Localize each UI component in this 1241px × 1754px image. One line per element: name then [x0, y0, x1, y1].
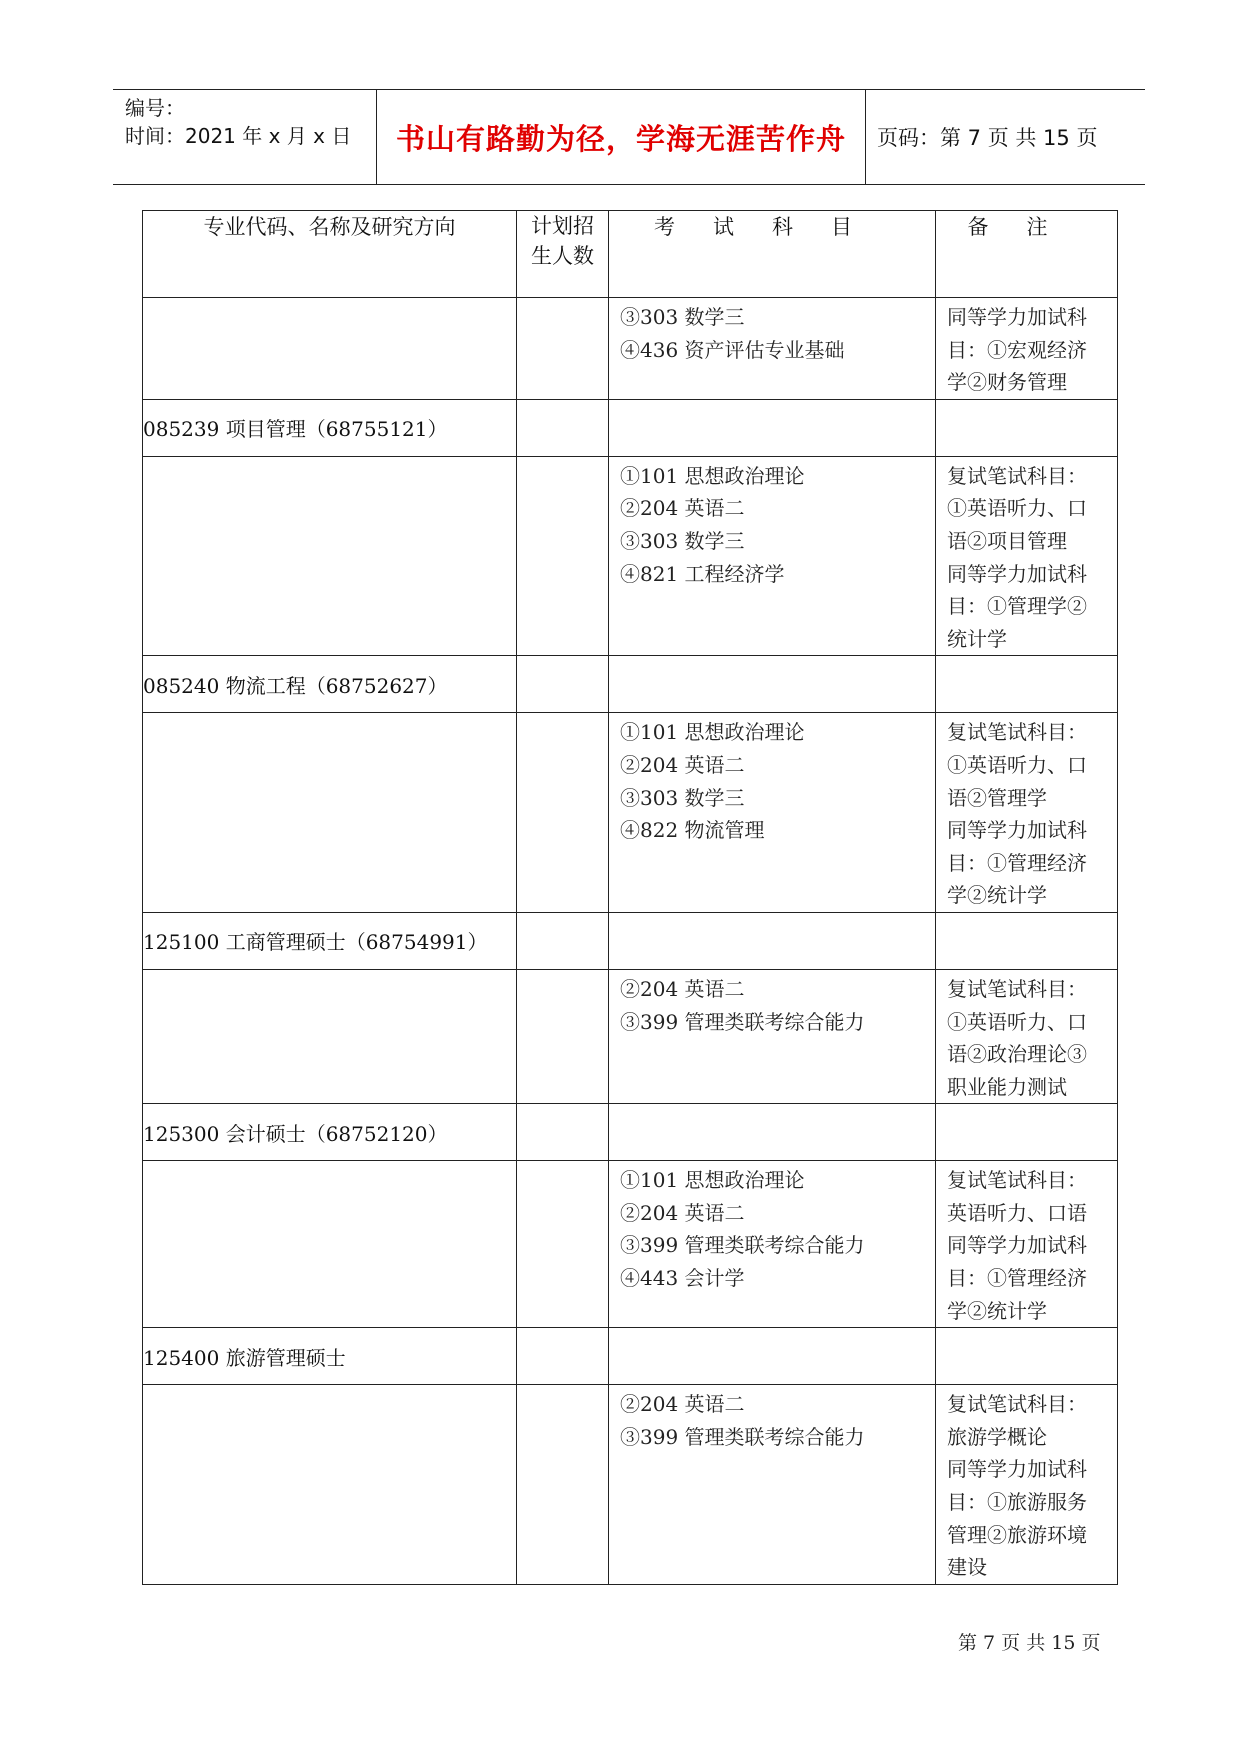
- note-line: 旅游学概论: [947, 1424, 1047, 1449]
- notes-cell: [936, 1385, 1118, 1585]
- program-name: 085239 项目管理（68755121）: [143, 399, 517, 456]
- empty-cell: [143, 969, 517, 1103]
- note-line: 同等学力加试科: [947, 561, 1087, 586]
- subject-item: ②204 英语二: [620, 1392, 745, 1417]
- subject-item: ①101 思想政治理论: [620, 1168, 805, 1193]
- subjects-cell: [609, 969, 936, 1103]
- header-subjects: 考试科目: [609, 211, 936, 298]
- notes-text: [936, 713, 1117, 912]
- subject-item: ①101 思想政治理论: [620, 720, 805, 745]
- empty-cell: [517, 1328, 609, 1385]
- note-line: 复试笔试科目：: [947, 976, 1087, 1001]
- program-row: [143, 1104, 1118, 1161]
- note-line: ①英语听力、口: [947, 752, 1087, 777]
- program-name: 085240 物流工程（68752627）: [143, 656, 517, 713]
- program-name: 125100 工商管理硕士（68754991）: [143, 912, 517, 969]
- note-line: 目：①旅游服务: [947, 1490, 1087, 1515]
- note-line: ①英语听力、口: [947, 1009, 1087, 1034]
- empty-cell: [517, 298, 609, 400]
- empty-cell: [517, 912, 609, 969]
- empty-cell: [609, 1104, 936, 1161]
- note-line: 复试笔试科目：: [947, 1392, 1087, 1417]
- table-header-row: [143, 211, 1118, 298]
- note-line: 学②统计学: [947, 883, 1047, 908]
- header-plan-line1: 计划招: [531, 214, 594, 238]
- note-line: 复试笔试科目：: [947, 463, 1087, 488]
- subjects-cell: [609, 456, 936, 656]
- empty-cell: [609, 656, 936, 713]
- page-footer: 第 7 页 共 15 页: [958, 1632, 1101, 1654]
- note-line: 同等学力加试科: [947, 818, 1087, 843]
- note-line: 同等学力加试科: [947, 1233, 1087, 1258]
- subject-item: ③399 管理类联考综合能力: [620, 1009, 865, 1034]
- notes-cell: [936, 713, 1118, 913]
- document-date: 时间：2021 年 x 月 x 日: [125, 124, 352, 148]
- subject-item: ②204 英语二: [620, 752, 745, 777]
- detail-row: [143, 1385, 1118, 1585]
- note-line: 目：①管理学②: [947, 594, 1087, 619]
- header-plan: [517, 211, 609, 298]
- notes-text: [936, 970, 1117, 1103]
- detail-row: [143, 1161, 1118, 1328]
- header-plan-line2: 生人数: [531, 244, 594, 268]
- note-line: 管理②旅游环境: [947, 1522, 1087, 1547]
- empty-cell: [143, 713, 517, 913]
- program-row: [143, 912, 1118, 969]
- header-meta: [113, 90, 376, 184]
- note-line: 目：①管理经济: [947, 850, 1087, 875]
- subjects-cell: [609, 298, 936, 400]
- empty-cell: [517, 1104, 609, 1161]
- empty-cell: [936, 912, 1118, 969]
- empty-cell: [936, 656, 1118, 713]
- note-line: 学②统计学: [947, 1298, 1047, 1323]
- document-number: 编号：: [125, 96, 185, 120]
- notes-text: [936, 457, 1117, 656]
- empty-cell: [517, 969, 609, 1103]
- header-major: 专业代码、名称及研究方向: [143, 211, 517, 298]
- subjects-list: [609, 298, 935, 366]
- empty-cell: [609, 1328, 936, 1385]
- header-motto: 书山有路勤为径，学海无涯苦作舟: [395, 121, 846, 156]
- subjects-list: [609, 457, 935, 590]
- empty-cell: [517, 713, 609, 913]
- notes-cell: [936, 298, 1118, 400]
- notes-cell: [936, 1161, 1118, 1328]
- note-line: 同等学力加试科: [947, 305, 1087, 329]
- note-line: 语②项目管理: [947, 528, 1067, 553]
- subjects-cell: [609, 1161, 936, 1328]
- detail-row: [143, 713, 1118, 913]
- empty-cell: [143, 1161, 517, 1328]
- empty-cell: [143, 1385, 517, 1585]
- subject-item: ④821 工程经济学: [620, 561, 785, 586]
- subject-item: ③303 数学三: [620, 528, 745, 553]
- subjects-list: [609, 713, 935, 846]
- header-notes: 备注: [936, 211, 1118, 298]
- program-name: 125400 旅游管理硕士: [143, 1328, 517, 1385]
- subjects-list: [609, 970, 935, 1038]
- subject-item: ③303 数学三: [620, 785, 745, 810]
- subject-item: ④443 会计学: [620, 1266, 745, 1291]
- subject-item: ④436 资产评估专业基础: [620, 337, 845, 362]
- program-row: [143, 1328, 1118, 1385]
- header-page-cell: [865, 90, 1145, 184]
- subjects-cell: [609, 1385, 936, 1585]
- notes-cell: [936, 969, 1118, 1103]
- header-page-number: 页码：第 7 页 共 15 页: [877, 126, 1098, 150]
- subject-item: ①101 思想政治理论: [620, 463, 805, 488]
- detail-row: [143, 456, 1118, 656]
- detail-row: [143, 298, 1118, 400]
- note-line: 复试笔试科目：: [947, 720, 1087, 745]
- note-line: 语②政治理论③: [947, 1042, 1087, 1067]
- subjects-list: [609, 1385, 935, 1453]
- subject-item: ②204 英语二: [620, 496, 745, 521]
- empty-cell: [517, 1161, 609, 1328]
- notes-cell: [936, 456, 1118, 656]
- subject-item: ③399 管理类联考综合能力: [620, 1424, 865, 1449]
- note-line: 复试笔试科目：: [947, 1168, 1087, 1193]
- table-body: [143, 298, 1118, 1585]
- note-line: 同等学力加试科: [947, 1457, 1087, 1482]
- empty-cell: [609, 399, 936, 456]
- notes-text: [936, 298, 1117, 399]
- page-header: [113, 89, 1145, 185]
- note-line: 目：①宏观经济: [947, 337, 1087, 362]
- detail-row: [143, 969, 1118, 1103]
- note-line: 语②管理学: [947, 785, 1047, 810]
- subjects-cell: [609, 713, 936, 913]
- empty-cell: [936, 1104, 1118, 1161]
- note-line: 统计学: [947, 626, 1007, 651]
- header-motto-cell: [376, 90, 866, 184]
- program-name: 125300 会计硕士（68752120）: [143, 1104, 517, 1161]
- note-line: 学②财务管理: [947, 370, 1067, 395]
- empty-cell: [609, 912, 936, 969]
- notes-text: [936, 1385, 1117, 1584]
- notes-text: [936, 1161, 1117, 1327]
- subject-item: ②204 英语二: [620, 976, 745, 1001]
- empty-cell: [517, 656, 609, 713]
- subject-item: ②204 英语二: [620, 1200, 745, 1225]
- program-row: [143, 656, 1118, 713]
- note-line: 英语听力、口语: [947, 1200, 1087, 1225]
- admission-table: [142, 210, 1118, 1585]
- empty-cell: [517, 1385, 609, 1585]
- note-line: ①英语听力、口: [947, 496, 1087, 521]
- note-line: 建设: [947, 1555, 987, 1580]
- empty-cell: [936, 1328, 1118, 1385]
- subjects-list: [609, 1161, 935, 1294]
- subject-item: ④822 物流管理: [620, 818, 765, 843]
- empty-cell: [517, 399, 609, 456]
- empty-cell: [936, 399, 1118, 456]
- note-line: 目：①管理经济: [947, 1266, 1087, 1291]
- empty-cell: [517, 456, 609, 656]
- subject-item: ③303 数学三: [620, 305, 745, 329]
- program-row: [143, 399, 1118, 456]
- empty-cell: [143, 456, 517, 656]
- note-line: 职业能力测试: [947, 1074, 1067, 1099]
- empty-cell: [143, 298, 517, 400]
- subject-item: ③399 管理类联考综合能力: [620, 1233, 865, 1258]
